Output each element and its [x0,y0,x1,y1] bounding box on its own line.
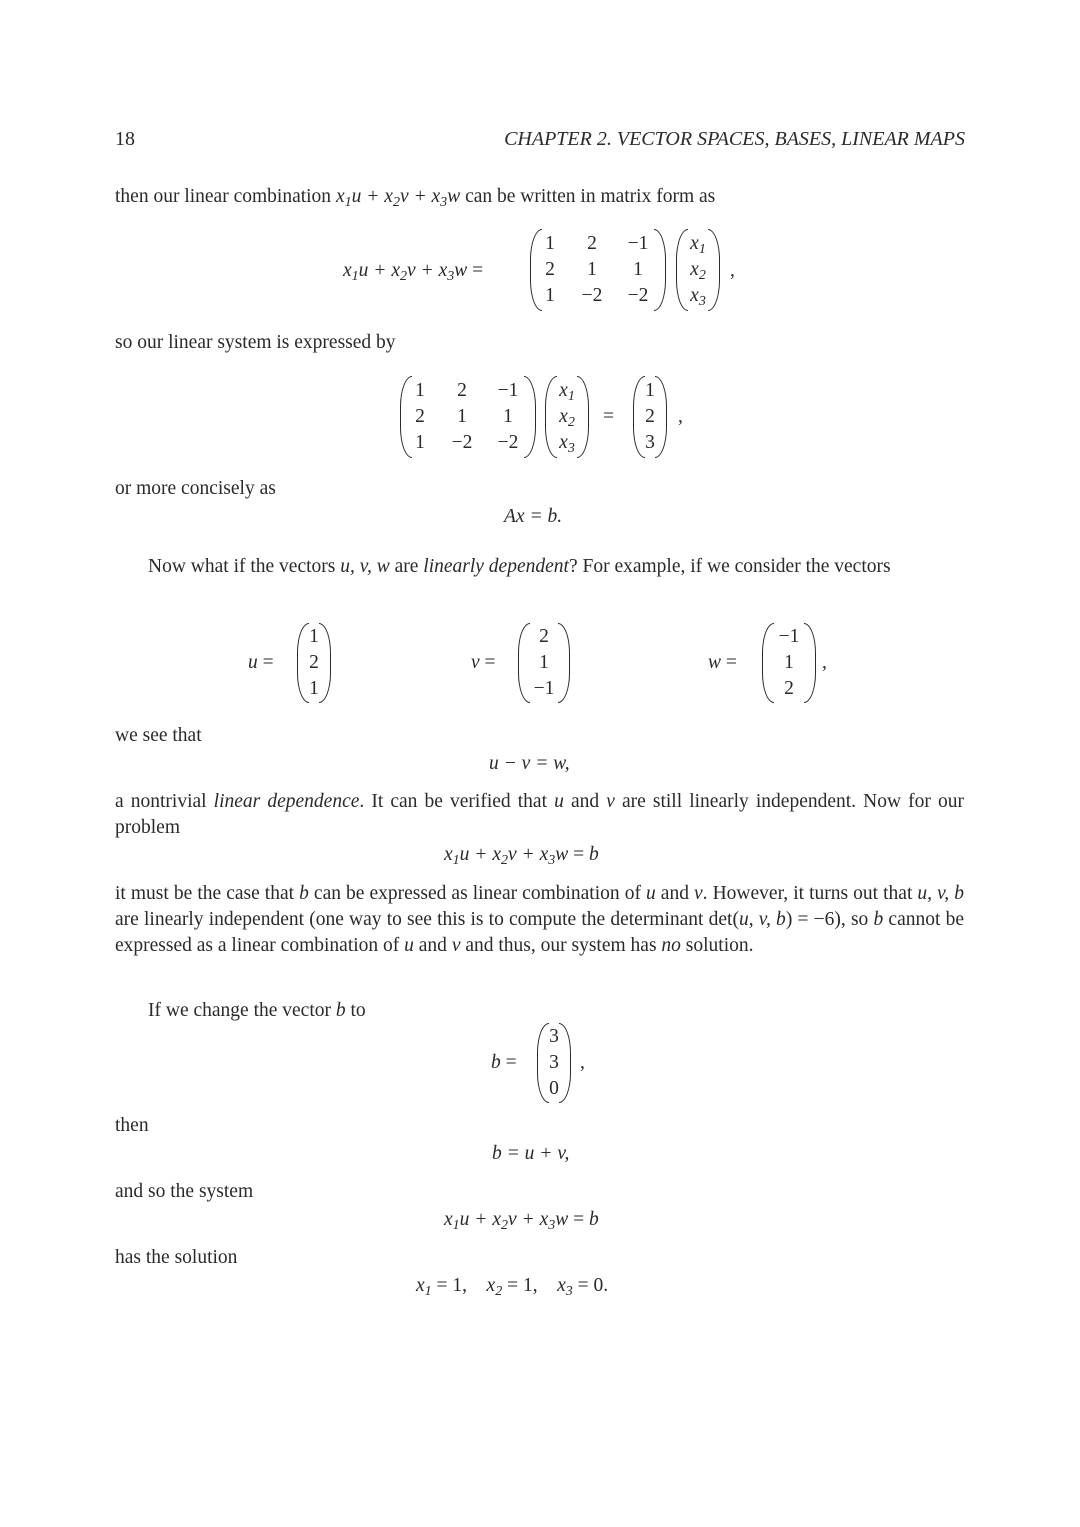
equation-linear-combination: $x_1u + x_2v + x_3w$ = [343,260,484,284]
matrix-a-2: 1 2 −1 2 1 1 1 −2 −2 [400,376,536,458]
vector-x-1: $x_1$ $x_2$ $x_3$ [676,229,720,311]
paragraph-intro: then our linear combination $x_1u + x_2v + x_3w$ can be written in matrix form as [115,186,716,210]
vector-w: −1 1 2 [762,623,816,703]
equation-u-minus-v: u − v = w, [489,753,570,774]
equation-system-b: $x_1u + x_2v + x_3w = b$ [444,844,599,868]
paragraph-case: it must be the case that b can be expressed as linear combination of u and v. However, it turns out that u, v, b are linearly independent (one way to see this is to compute the determinant det(u, v, b) = −6), so b cannot be expressed as a linear combination of u and v and thus, our system has no solution. [115,883,964,956]
matrix-a-1: 1 2 −1 2 1 1 1 −2 −2 [530,229,666,311]
paragraph-then: then [115,1115,149,1136]
equation-solution: $x_1 = 1$, $x_2 = 1$, $x_3 = 0$. [416,1275,609,1299]
equation-system-b-2: $x_1u + x_2v + x_3w = b$ [444,1209,599,1233]
paragraph-see: we see that [115,725,202,746]
vector-v: 2 1 −1 [518,623,570,703]
page-number: 18 [115,128,135,150]
running-title: CHAPTER 2. VECTOR SPACES, BASES, LINEAR MAPS [504,128,965,150]
paragraph-system: so our linear system is expressed by [115,332,396,353]
vector-x-2: $x_1$ $x_2$ $x_3$ [545,376,589,458]
equation-ax-b: Ax = b. [504,506,563,527]
paragraph-and-so: and so the system [115,1181,254,1202]
vector-b-2: 3 3 0 [537,1023,571,1103]
paragraph-nontrivial: a nontrivial linear dependence. It can be verified that u and v are still linearly independent. Now for our problem [115,791,964,838]
paragraph-dependent: Now what if the vectors u, v, w are linearly dependent? For example, if we consider the vectors [148,556,891,577]
vector-u: 1 2 1 [297,623,331,703]
paragraph-change: If we change the vector b to [148,1000,366,1021]
equation-b-u-plus-v: b = u + v, [492,1143,570,1164]
paragraph-concise: or more concisely as [115,478,276,499]
paragraph-has-solution: has the solution [115,1247,238,1268]
vector-b-1: 1 2 3 [633,376,667,458]
